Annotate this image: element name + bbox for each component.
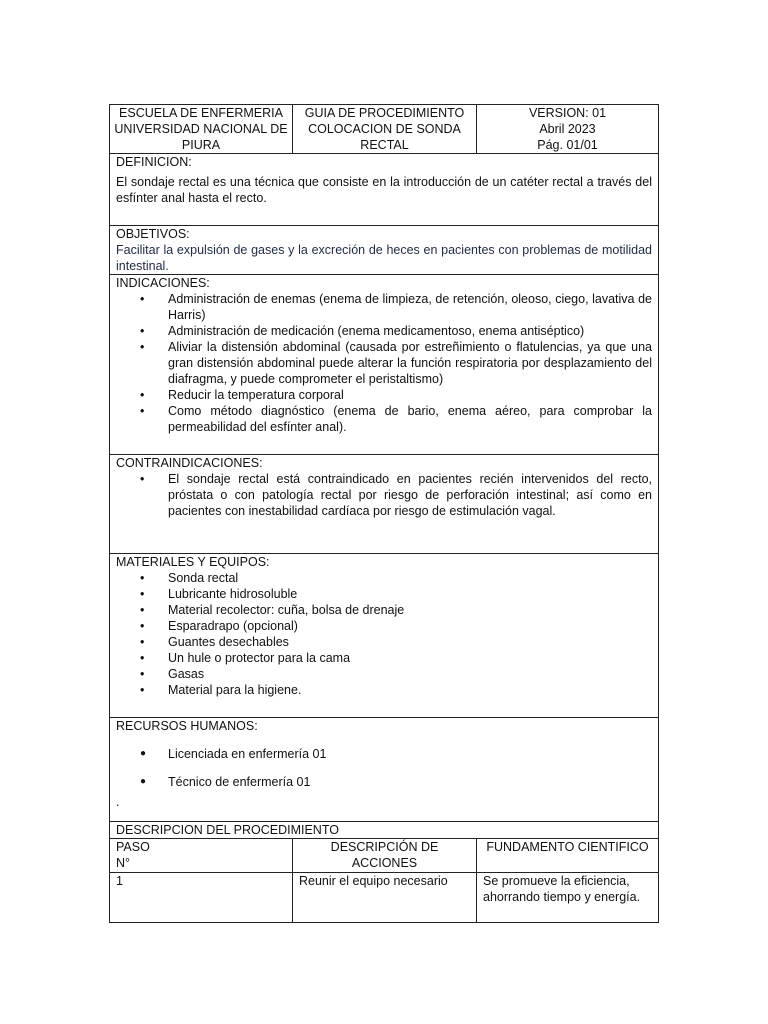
materiales-title: MATERIALES Y EQUIPOS: (116, 555, 270, 569)
objetivos-title: OBJETIVOS: (116, 227, 190, 241)
procedimiento-title-cell (110, 822, 659, 839)
procedimiento-title-row (110, 822, 659, 839)
list-item: • El sondaje rectal está contraindicado en pacientes recién intervenidos del recto, próstata o con patología rectal por riesgo de perforación intestinal; así como en pacientes con inestabilidad cardíaca por riesgo de estimulación vagal. (164, 471, 652, 519)
list-item: • Material para la higiene. (164, 682, 652, 698)
list-item: • Un hule o protector para la cama (164, 650, 652, 666)
list-item: • Aliviar la distensión abdominal (causada por estreñimiento o flatulencias, ya que una gran distensión abdominal puede alterar la función respiratoria por desplazamiento del diafragma, y puede comprometer el peristaltismo) (164, 339, 652, 387)
col-paso-header (110, 839, 293, 873)
materiales-row (110, 554, 659, 718)
recursos-cell (110, 718, 659, 822)
col-paso-line-2: N° (116, 856, 131, 870)
school-line-2: UNIVERSIDAD NACIONAL DE (114, 122, 288, 136)
guide-line-1: GUIA DE PROCEDIMIENTO (304, 106, 465, 120)
contraindicaciones-row (110, 455, 659, 554)
recursos-title: RECURSOS HUMANOS: (116, 719, 258, 733)
definicion-cell (110, 154, 659, 226)
contraindicaciones-title: CONTRAINDICACIONES: (116, 456, 263, 470)
recursos-trailing: . (116, 795, 120, 809)
guide-line-2: COLOCACION DE SONDA (308, 122, 461, 136)
objetivos-row (110, 226, 659, 275)
materiales-list (116, 570, 652, 698)
indicaciones-row (110, 275, 659, 455)
list-item: ● Licenciada en enfermería 01 (164, 746, 652, 762)
indicaciones-title: INDICACIONES: (116, 276, 210, 290)
school-cell (110, 105, 293, 154)
recursos-list (116, 746, 652, 790)
page-number: Pág. 01/01 (537, 138, 598, 152)
guide-title-cell (293, 105, 477, 154)
indicaciones-list (116, 291, 652, 435)
header-row (110, 105, 659, 154)
contraindicaciones-list (116, 471, 652, 519)
list-item: • Gasas (164, 666, 652, 682)
list-item: • Sonda rectal (164, 570, 652, 586)
col-fundamento-header: FUNDAMENTO CIENTIFICO (477, 839, 659, 873)
contraindicaciones-cell (110, 455, 659, 554)
paso-cell: 1 (110, 873, 293, 923)
objetivos-text: Facilitar la expulsión de gases y la excreción de heces en pacientes con problemas de motilidad intestinal. (116, 243, 652, 273)
list-item: • Material recolector: cuña, bolsa de drenaje (164, 602, 652, 618)
version-cell (477, 105, 659, 154)
table-row (110, 873, 659, 923)
materiales-cell (110, 554, 659, 718)
procedimiento-header-row (110, 839, 659, 873)
definicion-title: DEFINICION: (116, 155, 192, 169)
school-line-1: ESCUELA DE ENFERMERIA (119, 106, 283, 120)
fundamento-cell: Se promueve la eficiencia, ahorrando tiempo y energía. (477, 873, 659, 923)
guide-line-3: RECTAL (360, 138, 409, 152)
date-text: Abril 2023 (539, 122, 596, 136)
accion-cell: Reunir el equipo necesario (293, 873, 477, 923)
list-item: • Lubricante hidrosoluble (164, 586, 652, 602)
procedure-guide-table (109, 104, 659, 923)
list-item: • Guantes desechables (164, 634, 652, 650)
list-item: • Administración de medicación (enema medicamentoso, enema antiséptico) (164, 323, 652, 339)
procedimiento-title: DESCRIPCION DEL PROCEDIMIENTO (116, 823, 339, 837)
list-item: • Como método diagnóstico (enema de bario, enema aéreo, para comprobar la permeabilidad del esfínter anal). (164, 403, 652, 435)
recursos-row (110, 718, 659, 822)
definicion-text: El sondaje rectal es una técnica que consiste en la introducción de un catéter rectal a través del esfínter anal hasta el recto. (116, 175, 652, 205)
version-text: VERSION: 01 (528, 106, 607, 120)
list-item: • Esparadrapo (opcional) (164, 618, 652, 634)
list-item: • Reducir la temperatura corporal (164, 387, 652, 403)
col-acciones-header: DESCRIPCIÓN DE ACCIONES (293, 839, 477, 873)
indicaciones-cell (110, 275, 659, 455)
school-line-3: PIURA (181, 138, 221, 152)
col-paso-line-1: PASO (116, 840, 150, 854)
list-item: • Administración de enemas (enema de limpieza, de retención, oleoso, ciego, lavativa de Harris) (164, 291, 652, 323)
objetivos-cell (110, 226, 659, 275)
list-item: ● Técnico de enfermería 01 (164, 774, 652, 790)
definicion-row (110, 154, 659, 226)
